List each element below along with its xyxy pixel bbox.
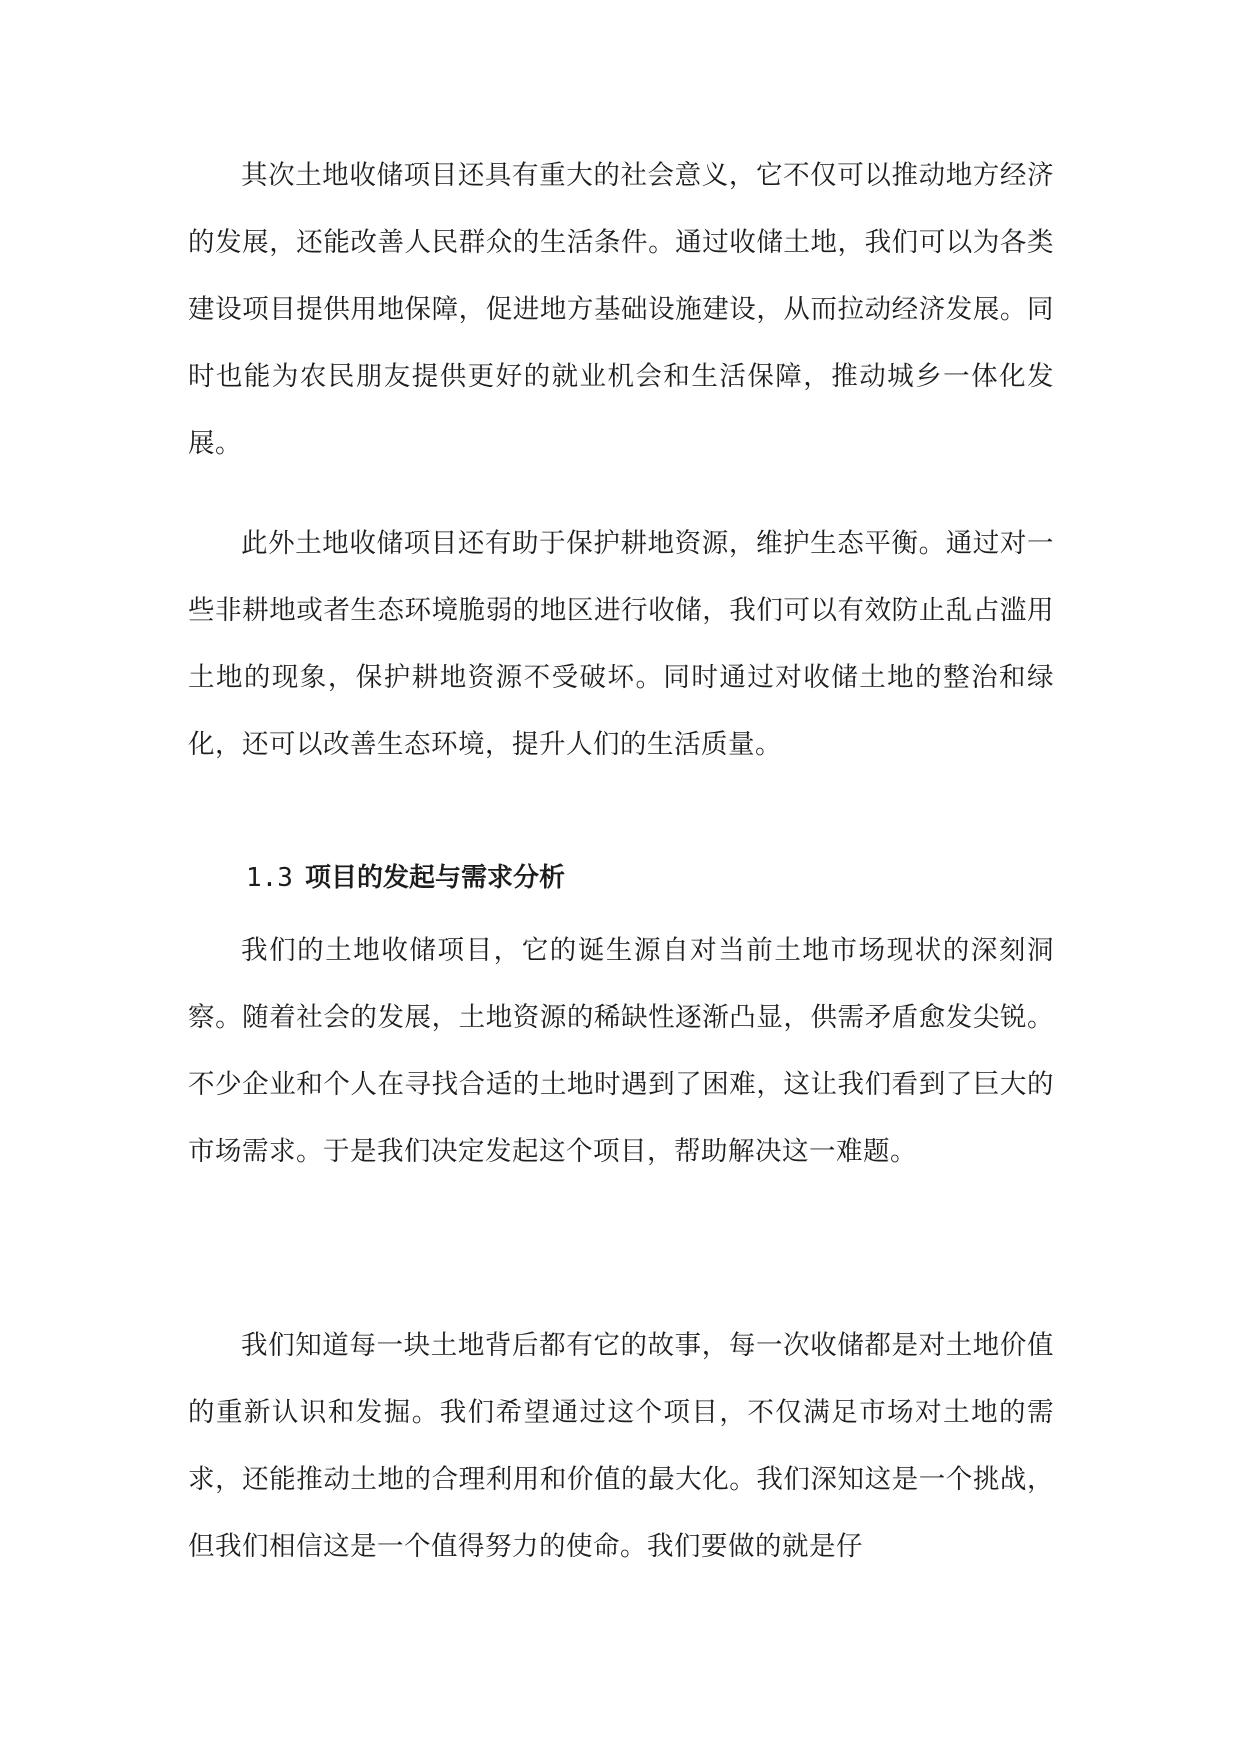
section-heading — [246, 858, 565, 898]
body-paragraph: 我们知道每一块土地背后都有它的故事，每一次收储都是对土地价值的重新认识和发掘。我们希望通过这个项目，不仅满足市场对土地的需求，还能推动土地的合理利用和价值的最大化。我们深知这是一个挑战，但我们相信这是一个值得努力的使命。我们要做的就是仔 — [188, 1330, 1054, 1562]
body-paragraph: 我们的土地收储项目，它的诞生源自对当前土地市场现状的深刻洞察。随着社会的发展，土地资源的稀缺性逐渐凸显，供需矛盾愈发尖锐。不少企业和个人在寻找合适的土地时遇到了困难，这让我们看到了巨大的市场需求。于是我们决定发起这个项目，帮助解决这一难题。 — [188, 935, 1054, 1167]
body-paragraph: 此外土地收储项目还有助于保护耕地资源，维护生态平衡。通过对一些非耕地或者生态环境脆弱的地区进行收储，我们可以有效防止乱占滥用土地的现象，保护耕地资源不受破坏。同时通过对收储土地的整治和绿化，还可以改善生态环境，提升人们的生活质量。 — [188, 528, 1054, 760]
section-number: 1.3 — [246, 863, 293, 893]
section-title: 项目的发起与需求分析 — [304, 863, 565, 893]
body-paragraph: 其次土地收储项目还具有重大的社会意义，它不仅可以推动地方经济的发展，还能改善人民群众的生活条件。通过收储土地，我们可以为各类建设项目提供用地保障，促进地方基础设施建设，从而拉动经济发展。同时也能为农民朋友提供更好的就业机会和生活保障，推动城乡一体化发展。 — [188, 160, 1054, 459]
